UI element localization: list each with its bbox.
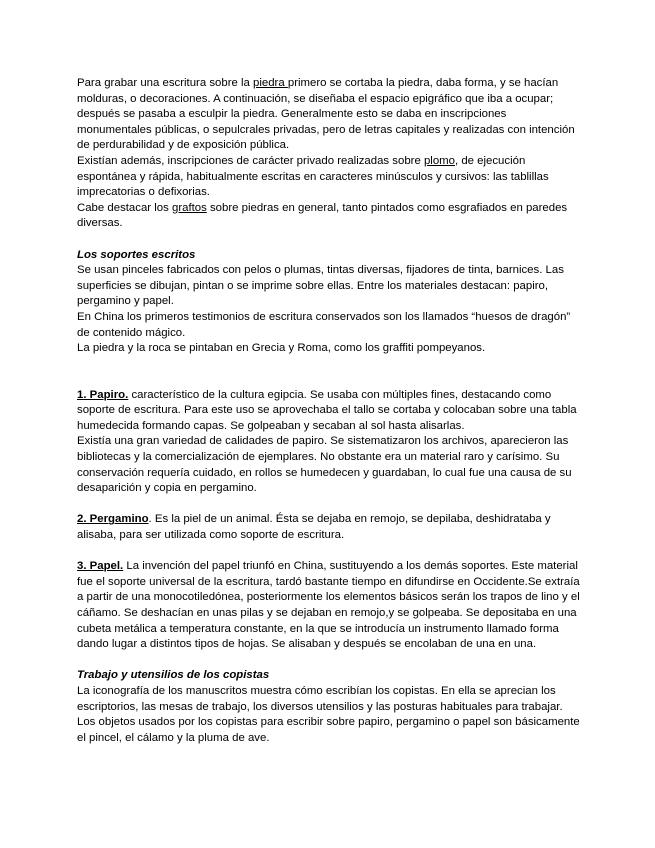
soportes-paragraph-1: Se usan pinceles fabricados con pelos o plumas, tintas diversas, fijadores de tinta, barnices. Las superficies se dibujan, pintan o se imprime sobre ellas. Entre los materiales destacan: papiro, pergamino y papel. (77, 264, 564, 308)
spacer (77, 357, 582, 388)
piedra-link[interactable]: piedra (253, 77, 288, 89)
soportes-paragraph-3: La piedra y la roca se pintaban en Grecia y Roma, como los graffiti pompeyanos. (77, 342, 486, 355)
papel-paragraph: 3. Papel. La invención del papel triunfó en China, sustituyendo a los demás soportes. Este material fue el soporte universal de la escritura, tardó bastante tiempo en difundirse en Occidente.Se extraía a partir de una monocotiledónea, posteriormente los elementos básicos serán los trapos de lino y el cáñamo. Se deshacían en unas pilas y se dejaban en remojo,y se golpeaba. Se depositaba en una cubeta metálica a temperatura constante, en la que se introducía un instrumento llamado forma dando lugar a distintos tipos de hojas. Se alisaban y después se encolaban de una en una. (77, 560, 580, 651)
document-body (77, 76, 582, 746)
intro-paragraph-2: Existían además, inscripciones de carácter privado realizadas sobre plomo, de ejecución espontánea y rápida, habitualmente escritas en caracteres minúsculos y cursivos: las tablillas imprecatorias o defixorias. (77, 154, 549, 199)
papiro-paragraph: 1. Papiro. característico de la cultura egipcia. Se usaba con múltiples fines, destacando como soporte de escritura. Para este uso se aprovechaba el tallo se cortaba y colocaban sobre una tabla humedecida formando capas. Se golpeaban y secaban al sol hasta alisarlas. (77, 388, 577, 432)
papiro-paragraph-2: Existía una gran variedad de calidades de papiro. Se sistematizaron los archivos, aparecieron las bibliotecas y la comercialización de ejemplares. No obstante era un material raro y carísimo. Su conservación requería cuidado, en rollos se humedecen y guardaban, lo cual fue una causa de su desaparición y copia en pergamino. (77, 435, 572, 495)
soportes-paragraph-2: En China los primeros testimonios de escritura conservados son los llamados “huesos de dragón” de contenido mágico. (77, 310, 571, 339)
pergamino-label: 2. Pergamino (77, 513, 149, 526)
spacer (77, 544, 582, 560)
papel-label: 3. Papel. (77, 560, 124, 573)
pergamino-paragraph: 2. Pergamino. Es la piel de un animal. Ésta se dejaba en remojo, se depilaba, deshidrataba y alisaba, para ser utilizada como soporte de escritura. (77, 513, 551, 542)
spacer (77, 232, 582, 248)
trabajo-heading: Trabajo y utensilios de los copistas (77, 669, 270, 682)
trabajo-paragraph-1: La iconografía de los manuscritos muestra cómo escribían los copistas. En ella se aprecian los escriptorios, las mesas de trabajo, los diversos utensilios y las posturas habituales para trabajar. Los objetos usados por los copistas para escribir sobre papiro, pergamino o papel son básicamente el pincel, el cálamo y la pluma de ave. (77, 684, 580, 744)
intro-paragraph-1: Para grabar una escritura sobre la piedra primero se cortaba la piedra, daba forma, y se hacían molduras, o decoraciones. A continuación, se diseñaba el espacio epigráfico que iba a ocupar; después se pasaba a esculpir la piedra. Generalmente esto se daba en inscripciones monumentales públicas, o sepulcrales privadas, pero de letras capitales y realizadas con intención de perdurabilidad y de exposición pública. (77, 77, 575, 152)
papiro-label: 1. Papiro. (77, 388, 129, 401)
intro-paragraph-3: Cabe destacar los graftos sobre piedras en general, tanto pintados como esgrafiados en paredes diversas. (77, 201, 568, 230)
plomo-link[interactable]: plomo (423, 154, 455, 167)
spacer (77, 653, 582, 669)
graftos-link[interactable]: graftos (171, 201, 207, 214)
spacer (77, 497, 582, 513)
soportes-heading: Los soportes escritos (77, 248, 196, 261)
